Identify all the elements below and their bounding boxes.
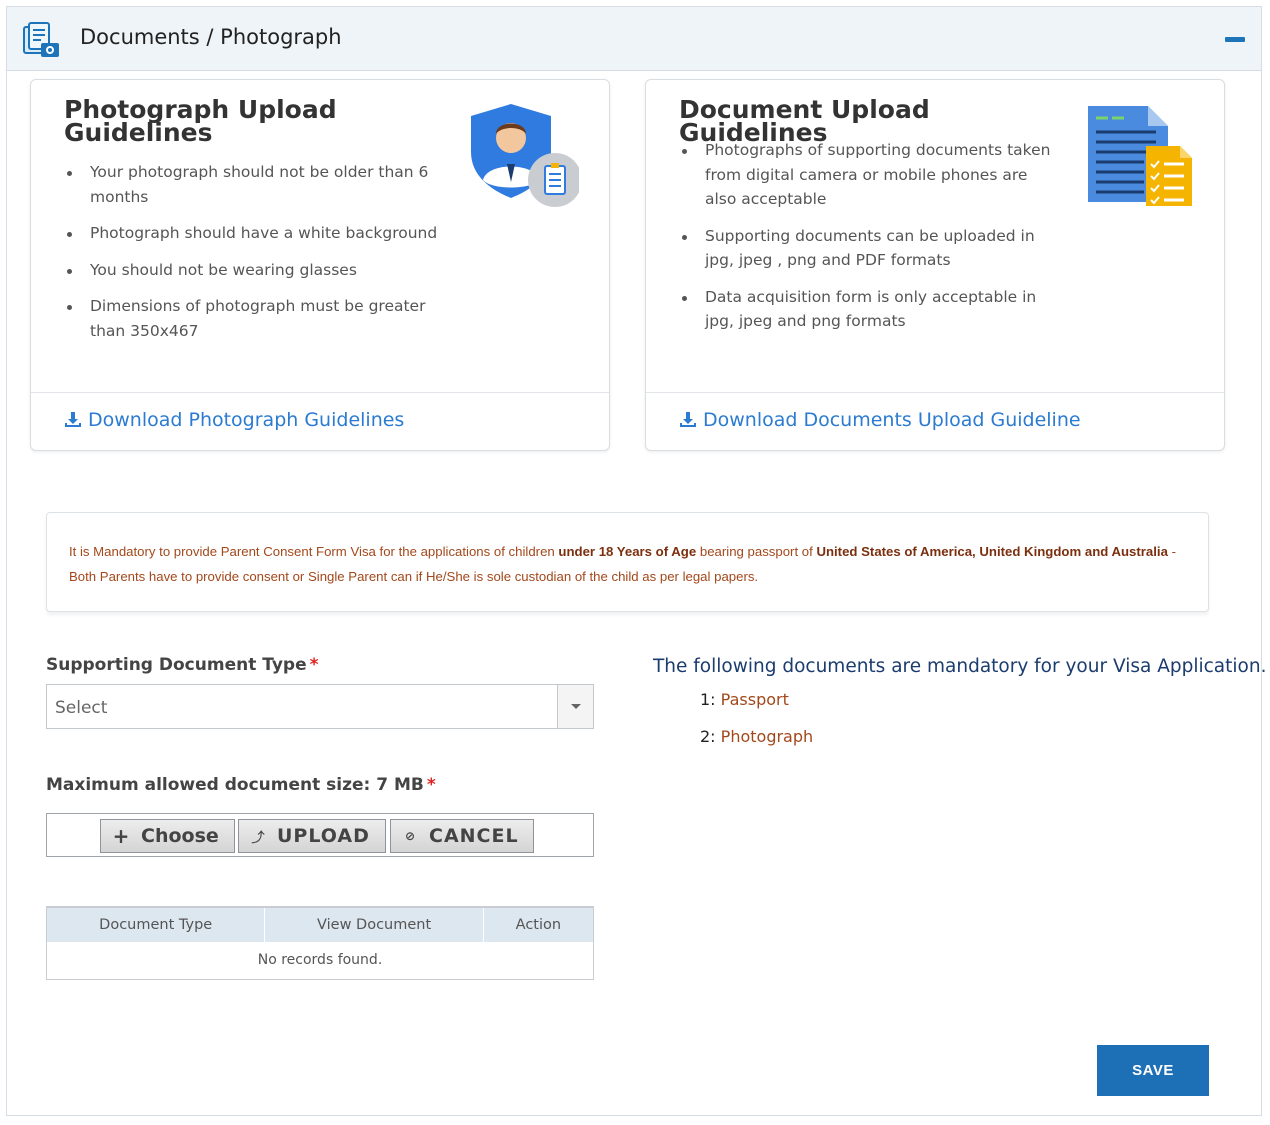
select-value: Select (55, 698, 108, 718)
download-photograph-guidelines-link[interactable] (64, 409, 404, 431)
document-guidelines-list (679, 138, 1059, 346)
upload-arrow-icon: ⤴ (251, 830, 265, 846)
download-documents-guideline-label: Download Documents Upload Guideline (703, 409, 1081, 431)
list-item: Supporting documents can be uploaded in jpg, jpeg , png and PDF formats (679, 224, 1059, 273)
notice-text: It is Mandatory to provide Parent Consent Form Visa for the applications of children under 18 Years of Age bearing passport of United States of America, United Kingdom and Australia - Both Parents have to provide consent or Single Parent can if He/She is sole custodian of the child as per legal papers. (69, 544, 1176, 584)
photograph-guidelines-list (64, 160, 444, 355)
table-header-row (47, 907, 594, 942)
user-badge-icon (469, 102, 579, 210)
required-mark: * (426, 775, 436, 795)
cancel-button[interactable]: ⊘ CANCEL (390, 819, 534, 853)
collapse-button[interactable] (1225, 37, 1245, 42)
download-documents-guideline-link[interactable] (679, 409, 1081, 431)
list-item: Data acquisition form is only acceptable in jpg, jpeg and png formats (679, 285, 1059, 334)
plus-icon: + (112, 824, 130, 848)
panel-header (7, 7, 1261, 71)
empty-message: No records found. (257, 952, 383, 969)
photograph-card-footer (31, 392, 609, 450)
list-item: Photograph should have a white background (64, 221, 444, 246)
document-guidelines-card (645, 79, 1225, 451)
chevron-down-icon[interactable] (557, 685, 593, 728)
upload-button[interactable]: ⤴ UPLOAD (238, 819, 386, 853)
document-type-select[interactable] (46, 684, 594, 729)
table-row (47, 942, 594, 979)
list-item: 2: Photograph (700, 727, 814, 746)
mandatory-documents-list (700, 690, 813, 764)
photograph-guidelines-title: Photograph Upload Guidelines (64, 95, 337, 147)
download-photograph-guidelines-label: Download Photograph Guidelines (88, 409, 405, 431)
list-item: You should not be wearing glasses (64, 258, 444, 283)
download-icon (64, 411, 82, 429)
list-item: Photographs of supporting documents taken from digital camera or mobile phones are also acceptable (679, 138, 1059, 212)
column-header-view-document[interactable]: View Document (265, 907, 483, 942)
documents-camera-icon (21, 21, 61, 61)
cancel-circle-icon: ⊘ (404, 829, 416, 843)
mandatory-documents-title: The following documents are mandatory for your Visa Application. (653, 656, 1267, 677)
list-item: 1: Passport (700, 690, 789, 709)
document-checklist-icon (1084, 102, 1196, 210)
column-header-action[interactable]: Action (483, 907, 593, 942)
list-item: Your photograph should not be older than 6 months (64, 160, 444, 209)
file-upload-toolbar (46, 813, 594, 857)
list-item: Dimensions of photograph must be greater than 350x467 (64, 294, 444, 343)
download-icon (679, 411, 697, 429)
document-type-label: Supporting Document Type * (46, 655, 319, 675)
required-mark: * (309, 655, 319, 675)
document-card-footer (646, 392, 1224, 450)
documents-table (46, 906, 594, 980)
photograph-guidelines-card (30, 79, 610, 451)
panel-title: Documents / Photograph (80, 25, 342, 49)
document-guidelines-title: Document Upload Guidelines (679, 95, 930, 147)
save-button[interactable]: SAVE (1097, 1045, 1209, 1096)
column-header-document-type[interactable]: Document Type (47, 907, 265, 942)
max-size-label: Maximum allowed document size: 7 MB * (46, 775, 436, 795)
choose-button[interactable]: + Choose (100, 819, 235, 853)
parent-consent-notice (46, 512, 1209, 612)
